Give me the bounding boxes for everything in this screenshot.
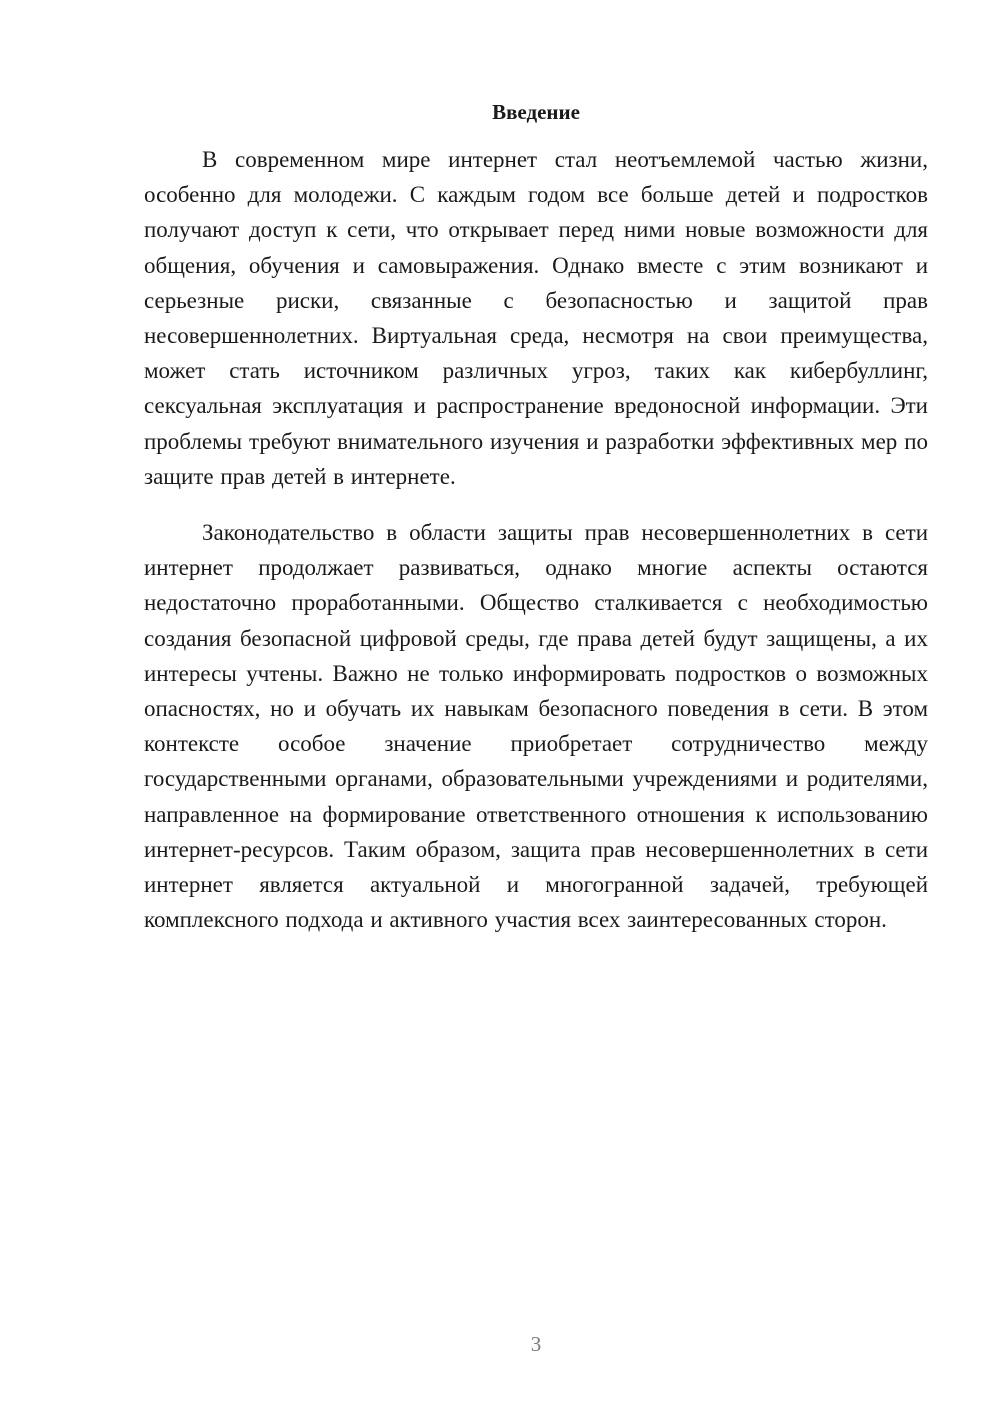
document-page xyxy=(144,0,928,1414)
page-number: 3 xyxy=(530,1332,542,1356)
section-title: Введение xyxy=(492,100,580,124)
paragraph-2: Законодательство в области защиты прав несовершеннолетних в сети интернет продолжает развиваться, однако многие аспекты остаются недостаточно проработанными. Общество сталкивается с необходимостью создания безопасной цифровой среды, где права детей будут защищены, а их интересы учтены. Важно не только информировать подростков о возможных опасностях, но и обучать их навыкам безопасного поведения в сети. В этом контексте особое значение приобретает сотрудничество между государственными органами, образовательными учреждениями и родителями, направленное на формирование ответственного отношения к использованию интернет-ресурсов. Таким образом, защита прав несовершеннолетних в сети интернет является актуальной и многогранной задачей, требующей комплексного подхода и активного участия всех заинтересованных сторон. xyxy=(144,520,928,933)
paragraph-1: В современном мире интернет стал неотъемлемой частью жизни, особенно для молодежи. С каждым годом все больше детей и подростков получают доступ к сети, что открывает перед ними новые возможности для общения, обучения и самовыражения. Однако вместе с этим возникают и серьезные риски, связанные с безопасностью и защитой прав несовершеннолетних. Виртуальная среда, несмотря на свои преимущества, может стать источником различных угроз, таких как кибербуллинг, сексуальная эксплуатация и распространение вредоносной информации. Эти проблемы требуют внимательного изучения и разработки эффективных мер по защите прав детей в интернете. xyxy=(144,147,928,489)
